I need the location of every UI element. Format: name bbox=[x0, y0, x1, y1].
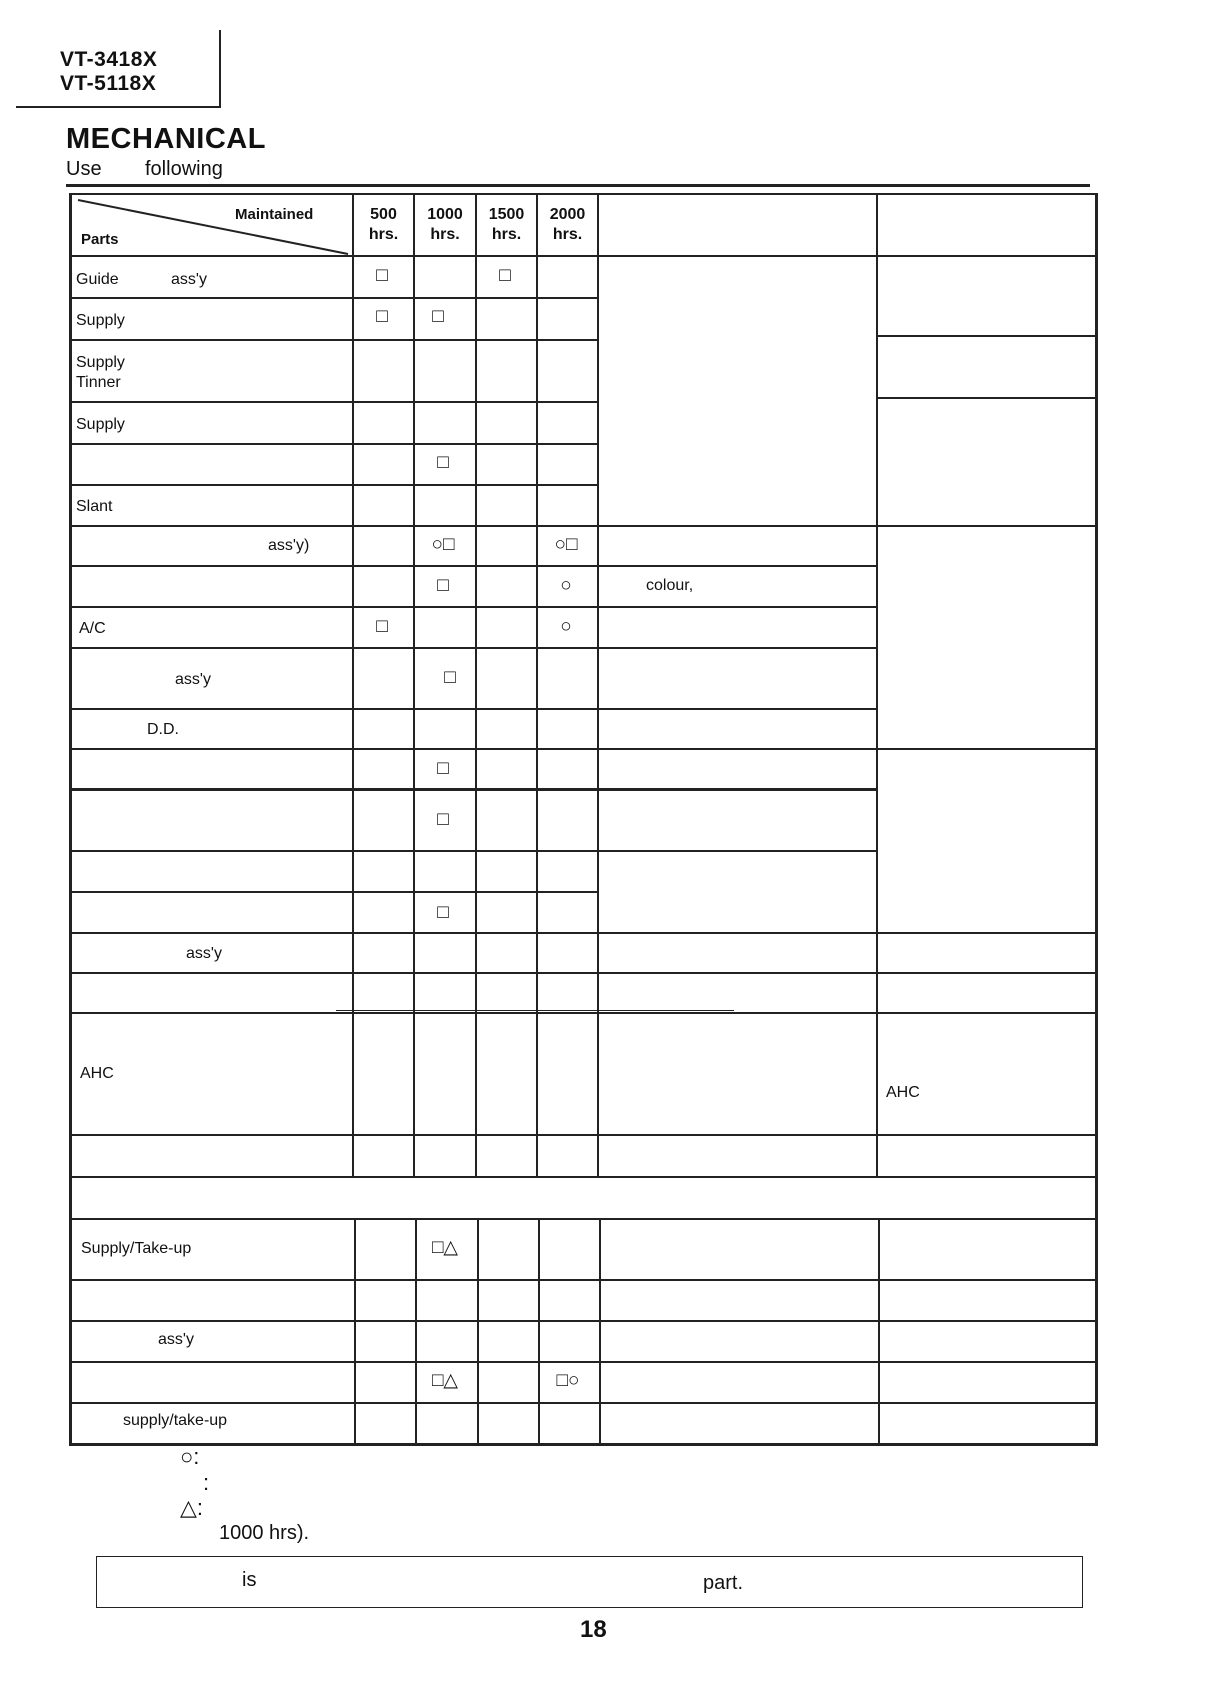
model-number-2: VT-5118X bbox=[60, 72, 157, 95]
part-label: ass'y) bbox=[268, 537, 310, 554]
legend-circle: ○: bbox=[180, 1444, 200, 1469]
check-mark: ○□ bbox=[554, 534, 578, 555]
check-mark: □ bbox=[437, 758, 449, 779]
check-mark: □ bbox=[437, 452, 449, 473]
row-line bbox=[69, 748, 1098, 750]
notes-line bbox=[876, 335, 1098, 337]
part-label: AHC bbox=[80, 1065, 114, 1082]
check-mark: □ bbox=[437, 809, 449, 830]
row-line bbox=[69, 708, 878, 710]
check-mark: ○ bbox=[560, 575, 572, 596]
page-number: 18 bbox=[580, 1616, 607, 1643]
notes-line bbox=[876, 397, 1098, 399]
col-header-500-value: 500 bbox=[370, 206, 397, 223]
check-mark: □△ bbox=[431, 1370, 459, 1391]
part-label: D.D. bbox=[147, 721, 179, 738]
part-label: Supply bbox=[76, 312, 125, 329]
corner-parts-label: Parts bbox=[81, 231, 119, 248]
check-mark: ○ bbox=[560, 616, 572, 637]
col-line-notes-b bbox=[878, 1219, 880, 1444]
part-label: ass'y bbox=[186, 945, 222, 962]
row-line bbox=[69, 401, 599, 403]
part-label: Supply bbox=[76, 416, 125, 433]
check-mark: □ bbox=[432, 306, 444, 327]
col-header-500 bbox=[354, 205, 413, 245]
note-box bbox=[96, 1556, 1083, 1608]
check-mark: □ bbox=[376, 265, 388, 286]
row-line bbox=[69, 1176, 1098, 1178]
remark-text: colour, bbox=[646, 577, 694, 594]
col-line-2000-b bbox=[538, 1219, 540, 1444]
part-label: Supply bbox=[76, 354, 125, 371]
part-label: Supply/Take-up bbox=[81, 1240, 192, 1257]
row-line bbox=[69, 1320, 1098, 1322]
col-line-1500-b bbox=[477, 1219, 479, 1444]
legend-square: : bbox=[203, 1470, 210, 1495]
col-header-1500 bbox=[477, 205, 536, 245]
col-header-1000-value: 1000 bbox=[427, 206, 463, 223]
check-mark: □ bbox=[437, 902, 449, 923]
table-border-top bbox=[69, 193, 1098, 195]
row-line bbox=[69, 972, 1098, 974]
table-border-right bbox=[1095, 193, 1098, 1446]
row-line bbox=[69, 1012, 1098, 1014]
check-mark: □○ bbox=[556, 1370, 580, 1391]
row-line bbox=[69, 1402, 1098, 1404]
col-line-remarks-b bbox=[599, 1219, 601, 1444]
row-line bbox=[69, 647, 878, 649]
page-title: MECHANICAL bbox=[66, 123, 266, 155]
col-header-2000 bbox=[538, 205, 597, 245]
col-line-notes bbox=[876, 193, 878, 1178]
row-line bbox=[69, 606, 878, 608]
check-mark: □△ bbox=[431, 1237, 459, 1258]
col-header-1500-unit: hrs. bbox=[491, 226, 522, 243]
row-line bbox=[69, 443, 599, 445]
part-label: supply/take-up bbox=[123, 1412, 228, 1429]
subtitle-word-2: following bbox=[145, 158, 223, 180]
part-label: ass'y bbox=[175, 671, 211, 688]
row-line bbox=[69, 1361, 1098, 1363]
part-label: Guide bbox=[76, 271, 119, 288]
check-mark: □ bbox=[376, 616, 388, 637]
note-text: AHC bbox=[886, 1084, 920, 1101]
row-line bbox=[69, 1218, 1098, 1220]
col-header-500-unit: hrs. bbox=[368, 226, 399, 243]
part-label: ass'y bbox=[171, 271, 207, 288]
row-line bbox=[69, 1279, 1098, 1281]
corner-maintained-label: Maintained bbox=[235, 206, 314, 223]
check-mark: □ bbox=[444, 667, 456, 688]
subtitle-word-1: Use bbox=[66, 158, 102, 180]
col-line-500-b bbox=[354, 1219, 356, 1444]
row-line bbox=[69, 339, 599, 341]
check-mark: □ bbox=[499, 265, 511, 286]
row-line bbox=[336, 1010, 734, 1011]
check-mark: ○□ bbox=[431, 534, 455, 555]
model-number-1: VT-3418X bbox=[60, 48, 158, 71]
remarks-line bbox=[597, 850, 876, 852]
part-label: ass'y bbox=[158, 1331, 194, 1348]
row-line bbox=[69, 932, 1098, 934]
col-header-2000-value: 2000 bbox=[549, 206, 586, 223]
table-border-bottom bbox=[69, 1443, 1098, 1446]
table-border-left bbox=[69, 193, 72, 1446]
check-mark: □ bbox=[376, 306, 388, 327]
row-line bbox=[69, 565, 878, 567]
part-label: Slant bbox=[76, 498, 113, 515]
row-line bbox=[69, 525, 1098, 527]
col-header-2000-unit: hrs. bbox=[552, 226, 583, 243]
col-header-1000-unit: hrs. bbox=[430, 226, 460, 243]
row-line bbox=[69, 891, 599, 893]
part-label: Tinner bbox=[76, 374, 121, 391]
row-line bbox=[69, 788, 878, 791]
check-mark: □ bbox=[437, 575, 449, 596]
legend-hours-note: 1000 hrs). bbox=[219, 1522, 310, 1544]
note-word-1: is bbox=[242, 1569, 257, 1591]
col-header-1000 bbox=[415, 205, 475, 245]
note-word-2: part. bbox=[703, 1572, 744, 1594]
row-line bbox=[69, 1134, 1098, 1136]
legend-triangle: △: bbox=[180, 1495, 204, 1520]
part-label: A/C bbox=[79, 620, 106, 637]
col-header-1500-value: 1500 bbox=[488, 206, 525, 223]
row-line bbox=[69, 297, 599, 299]
row-line bbox=[69, 484, 599, 486]
